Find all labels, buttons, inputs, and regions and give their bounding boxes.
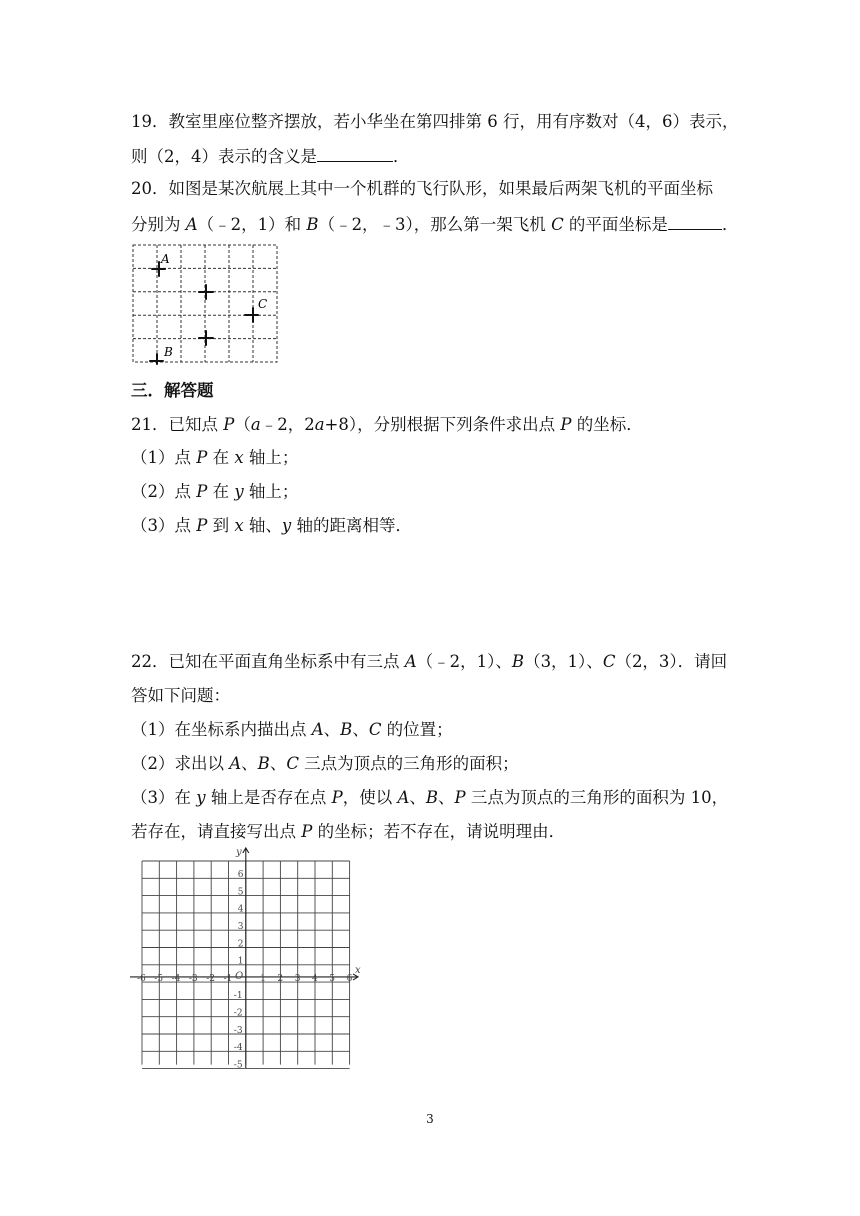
q22-pc: C <box>602 652 616 671</box>
q22-i3-pp: P <box>454 788 466 807</box>
q22-i2-pc: C <box>286 754 299 773</box>
q22-i2-pb: B <box>257 754 270 773</box>
q21-i3-b: 到 <box>207 516 235 535</box>
q22-i3-y: y <box>196 788 206 807</box>
q21-t1: 21．已知点 <box>131 415 224 434</box>
q20-point-b: B <box>306 215 319 234</box>
q22-coordinate-grid[interactable] <box>128 846 368 1070</box>
q22-l-a: 若存在，请直接写出点 <box>131 822 302 841</box>
q22-l-p: P <box>301 822 313 841</box>
x-tick-label: -2 <box>206 973 215 984</box>
q21-item2 <box>131 480 298 504</box>
q21-i1-b: 在 <box>207 448 235 467</box>
tick-labels <box>137 870 353 1070</box>
x-tick-label: -6 <box>137 973 146 984</box>
plane-icon-middle-top <box>199 285 213 299</box>
q21-i2-y: y <box>234 482 244 501</box>
q21-i1-a: （1）点 <box>131 448 197 467</box>
q21-i3-p: P <box>196 516 208 535</box>
x-tick-label: 1 <box>260 973 266 984</box>
q22-t3: （3，1）、 <box>524 652 603 671</box>
y-tick-label: 6 <box>237 870 244 881</box>
q22-i1-s2: 、 <box>352 720 369 739</box>
q21-point-p: P <box>223 415 235 434</box>
q22-t1: 22．已知在平面直角坐标系中有三点 <box>131 652 405 671</box>
q22-i3-b: 轴上是否存在点 <box>205 788 332 807</box>
q21-i1-c: 轴上； <box>243 448 299 467</box>
y-tick-label: -4 <box>233 1043 243 1054</box>
x-axis-label: x <box>355 965 361 976</box>
y-tick-label: 2 <box>237 939 244 950</box>
q22-line-last <box>131 820 565 844</box>
q22-i2-s1: 、 <box>241 754 258 773</box>
q20-text-d: 的平面坐标是 <box>563 215 668 234</box>
q21-i2-p: P <box>196 482 208 501</box>
q21-i1-x: x <box>234 448 244 467</box>
x-tick-label: 6 <box>346 973 353 984</box>
y-tick-label: 1 <box>237 956 244 967</box>
y-tick-label: 4 <box>237 904 244 915</box>
q22-item2 <box>131 752 519 776</box>
q20-figure-label-c: C <box>258 297 268 311</box>
q22-i2-a: （2）求出以 <box>131 754 230 773</box>
q20-text-c: （﹣2，﹣3），那么第一架飞机 <box>318 215 552 234</box>
q22-line1 <box>131 650 727 674</box>
y-tick-label: -5 <box>233 1060 243 1070</box>
q21-item1 <box>131 446 298 470</box>
origin-label: O <box>235 971 244 982</box>
q19-period: ． <box>393 147 410 166</box>
q21-t3: ﹣2，2 <box>260 415 315 434</box>
y-tick-label: -2 <box>233 1008 243 1019</box>
x-tick-label: 2 <box>277 973 284 984</box>
q19-line2 <box>131 143 410 169</box>
q20-point-a: A <box>185 215 198 234</box>
x-tick-label: 5 <box>329 973 336 984</box>
q19-text: 则（2，4）表示的含义是 <box>131 147 317 166</box>
q21-var-a: a <box>250 415 261 434</box>
q19-line1: 19．教室里座位整齐摆放，若小华坐在第四排第 6 行，用有序数对（4，6）表示， <box>131 112 739 131</box>
q21-i2-c: 轴上； <box>243 482 299 501</box>
q20-period: ． <box>721 215 739 234</box>
q22-i3-p: P <box>331 788 343 807</box>
q22-i3-pb: B <box>425 788 438 807</box>
y-axis <box>243 848 249 1068</box>
q22-i1-pa: A <box>311 720 324 739</box>
q20-point-c: C <box>551 215 564 234</box>
q21-item3 <box>131 514 412 538</box>
y-tick-label: 5 <box>237 887 244 898</box>
q22-i1-s1: 、 <box>323 720 341 739</box>
x-tick-label: 4 <box>312 973 318 984</box>
q22-l-b: 的坐标；若不存在，请说明理由． <box>312 822 566 841</box>
q22-item3 <box>131 786 728 810</box>
y-tick-label: -3 <box>233 1025 243 1036</box>
q22-line2: 答如下问题： <box>131 686 230 705</box>
section-title: 三．解答题 <box>131 381 214 400</box>
q22-i1-b: 的位置； <box>381 720 453 739</box>
plane-icon-c <box>245 308 258 322</box>
q20-formation-figure <box>131 242 281 366</box>
q21-i2-b: 在 <box>207 482 235 501</box>
q20-line2 <box>131 211 738 237</box>
x-axis <box>130 974 358 980</box>
x-tick-label: -1 <box>223 973 233 984</box>
q21-line1 <box>131 413 643 437</box>
q22-i3-a: （3）在 <box>131 788 197 807</box>
q21-i3-d: 轴的距离相等． <box>291 516 412 535</box>
q20-text-a: 分别为 <box>131 215 186 234</box>
q20-figure-label-a: A <box>161 252 170 266</box>
q21-i3-x: x <box>234 516 244 535</box>
plane-icon-middle-bottom <box>199 331 213 345</box>
q21-t2: （ <box>234 415 251 434</box>
q21-i3-a: （3）点 <box>131 516 197 535</box>
q20-line1: 20．如图是某次航展上其中一个机群的飞行队形，如果最后两架飞机的平面坐标 <box>131 179 713 198</box>
q21-i1-p: P <box>196 448 208 467</box>
q19-answer-blank[interactable] <box>317 143 393 162</box>
q22-i2-s2: 、 <box>269 754 287 773</box>
q21-t5: 的坐标． <box>571 415 643 434</box>
x-tick-label: -3 <box>188 973 198 984</box>
q21-var-a2: a <box>314 415 325 434</box>
q22-i1-a: （1）在坐标系内描出点 <box>131 720 312 739</box>
q22-t2: （﹣2，1）、 <box>416 652 512 671</box>
axes <box>130 848 358 1068</box>
q22-i3-pa: A <box>397 788 410 807</box>
x-tick-label: -5 <box>154 973 164 984</box>
q22-i3-d: 三点为顶点的三角形的面积为 10， <box>465 788 729 807</box>
q21-i3-y: y <box>281 516 292 535</box>
q21-t4: +8），分别根据下列条件求出点 <box>324 415 561 434</box>
q21-i2-a: （2）点 <box>131 482 197 501</box>
q22-pb: B <box>511 652 525 671</box>
q21-i3-c: 轴、 <box>243 516 282 535</box>
q22-i3-s2: 、 <box>438 788 455 807</box>
x-tick-label: -4 <box>171 973 181 984</box>
y-tick-label: -1 <box>233 991 243 1002</box>
q22-pa: A <box>404 652 417 671</box>
q22-t4: （2，3）．请回 <box>615 652 728 671</box>
q20-figure-label-b: B <box>164 345 173 359</box>
q22-i2-b: 三点为顶点的三角形的面积； <box>298 754 519 773</box>
q22-i1-pb: B <box>340 720 353 739</box>
q22-i3-s1: 、 <box>409 788 426 807</box>
q21-point-p2: P <box>560 415 572 434</box>
y-tick-label: 3 <box>237 922 244 933</box>
q20-text-b: （﹣2，1）和 <box>197 215 307 234</box>
q22-i3-c: ，使以 <box>342 788 398 807</box>
q20-answer-blank[interactable] <box>668 211 722 230</box>
y-axis-label: y <box>236 847 242 858</box>
q22-i2-pa: A <box>229 754 242 773</box>
q22-item1 <box>131 718 453 742</box>
page-number: 3 <box>426 1112 434 1126</box>
q22-i1-pc: C <box>368 720 382 739</box>
x-tick-label: 3 <box>294 973 301 984</box>
